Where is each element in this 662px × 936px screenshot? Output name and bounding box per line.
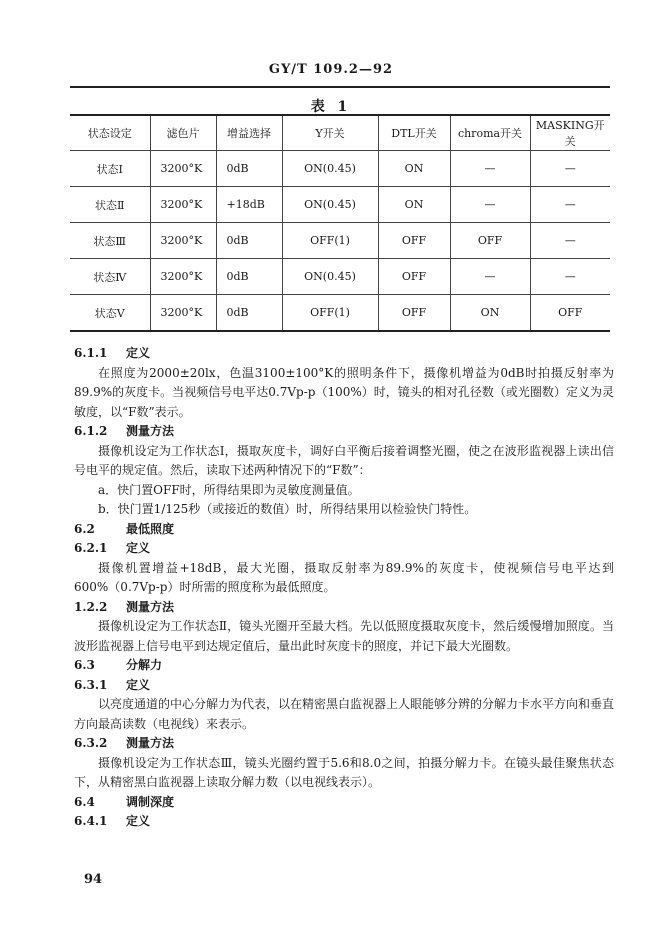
table-row — [70, 295, 610, 332]
table-cell: OFF — [378, 259, 450, 295]
table-cell: 3200°K — [150, 223, 216, 259]
section-heading: 6.4 调制深度 — [74, 794, 175, 809]
paragraph: 以亮度通道的中心分解力为代表，以在精密黑白监视器上人眼能够分辨的分解力卡水平方向和垂直方向最高读数（电视线）来表示。 — [74, 697, 615, 731]
section-heading: 6.3.2 测量方法 — [74, 736, 175, 750]
section-heading: 6.1.1 定义 — [74, 346, 151, 360]
paragraph: 摄像机置增益+18dB，最大光圈，摄取反射率为89.9%的灰度卡，使视频信号电平达到600%（0.7Vp-p）时所需的照度称为最低照度。 — [74, 560, 614, 594]
page-header: GY/T 109.2—92 — [268, 62, 394, 77]
table-cell: — — [450, 151, 530, 187]
table-cell: +18dB — [216, 187, 282, 223]
table-row — [70, 151, 610, 187]
col-header: chroma开关 — [450, 115, 530, 151]
document-body — [74, 344, 614, 832]
table-cell: OFF(1) — [282, 295, 378, 332]
col-header: 滤色片 — [150, 115, 216, 151]
table-row — [70, 259, 610, 295]
table-cell: 状态Ⅴ — [70, 295, 150, 332]
section-heading: 6.1.2 测量方法 — [74, 424, 175, 438]
table-cell: 3200°K — [150, 259, 216, 295]
col-header: MASKING开关 — [530, 115, 610, 151]
table-cell: OFF — [378, 223, 450, 259]
table-header-row — [70, 115, 610, 151]
col-header: Y开关 — [282, 115, 378, 151]
table-cell: 0dB — [216, 151, 282, 187]
page-number: 94 — [84, 872, 103, 887]
table-cell: 0dB — [216, 223, 282, 259]
table-cell: 状态Ⅱ — [70, 187, 150, 223]
table-cell: OFF(1) — [282, 223, 378, 259]
table-cell: — — [530, 187, 610, 223]
list-item: a．快门置OFF时，所得结果即为灵敏度测量值。 — [98, 482, 360, 497]
table-cell: ON — [450, 295, 530, 332]
table-cell: OFF — [378, 295, 450, 332]
table-cell: — — [530, 223, 610, 259]
table-cell: ON — [378, 187, 450, 223]
table-row — [70, 187, 610, 223]
table-caption: 表 1 — [310, 99, 352, 115]
table-cell: — — [530, 259, 610, 295]
table-cell: 0dB — [216, 259, 282, 295]
paragraph: 摄像机设定为工作状态Ⅲ，镜头光圈约置于5.6和8.0之间，拍摄分解力卡。在镜头最佳聚焦状态下，从精密黑白监视器上读取分解力数（以电视线表示）。 — [74, 755, 614, 789]
col-header: 增益选择 — [216, 115, 282, 151]
table-cell: — — [450, 187, 530, 223]
paragraph: 摄像机设定为工作状态Ⅰ，摄取灰度卡，调好白平衡后接着调整光圈，使之在波形监视器上读出信号电平的规定值。然后，读取下述两种情况下的“F数”： — [74, 443, 614, 477]
table-cell: 3200°K — [150, 295, 216, 332]
paragraph: 在照度为2000±20lx，色温3100±100°K的照明条件下，摄像机增益为0dB时拍摄反射率为89.9%的灰度卡。当视频信号电平达0.7Vp-p（100%）时，镜头的相对孔径数（或光圈数）定义为灵敏度，以“F数”表示。 — [74, 365, 614, 419]
section-heading: 6.3 分解力 — [74, 658, 163, 672]
table-cell: 状态Ⅳ — [70, 259, 150, 295]
table-cell: OFF — [450, 223, 530, 259]
table-cell: OFF — [530, 295, 610, 332]
list-item: b．快门置1/125秒（或接近的数值）时，所得结果用以检验快门特性。 — [98, 502, 477, 516]
table-cell: ON(0.45) — [282, 151, 378, 187]
table-cell: ON(0.45) — [282, 259, 378, 295]
table-cell: — — [450, 259, 530, 295]
table-cell: 3200°K — [150, 151, 216, 187]
settings-table — [70, 114, 610, 332]
table-cell: ON — [378, 151, 450, 187]
section-heading: 1.2.2 测量方法 — [74, 599, 175, 614]
header-rule — [70, 86, 610, 88]
table-cell: — — [530, 151, 610, 187]
paragraph: 摄像机设定为工作状态Ⅱ，镜头光圈开至最大档。先以低照度摄取灰度卡，然后缓慢增加照度。当波形监视器上信号电平到达规定值后，量出此时灰度卡的照度，并记下最大光圈数。 — [74, 619, 614, 653]
table-row — [70, 223, 610, 259]
section-heading: 6.4.1 定义 — [74, 814, 151, 828]
section-heading: 6.3.1 定义 — [74, 677, 151, 692]
col-header: DTL开关 — [378, 115, 450, 151]
table-cell: 3200°K — [150, 187, 216, 223]
table-cell: 0dB — [216, 295, 282, 332]
section-heading: 6.2.1 定义 — [74, 541, 151, 555]
table-cell: 状态Ⅲ — [70, 223, 150, 259]
col-header: 状态设定 — [70, 115, 150, 151]
table-cell: 状态Ⅰ — [70, 151, 150, 187]
section-heading: 6.2 最低照度 — [74, 521, 175, 536]
table-cell: ON(0.45) — [282, 187, 378, 223]
